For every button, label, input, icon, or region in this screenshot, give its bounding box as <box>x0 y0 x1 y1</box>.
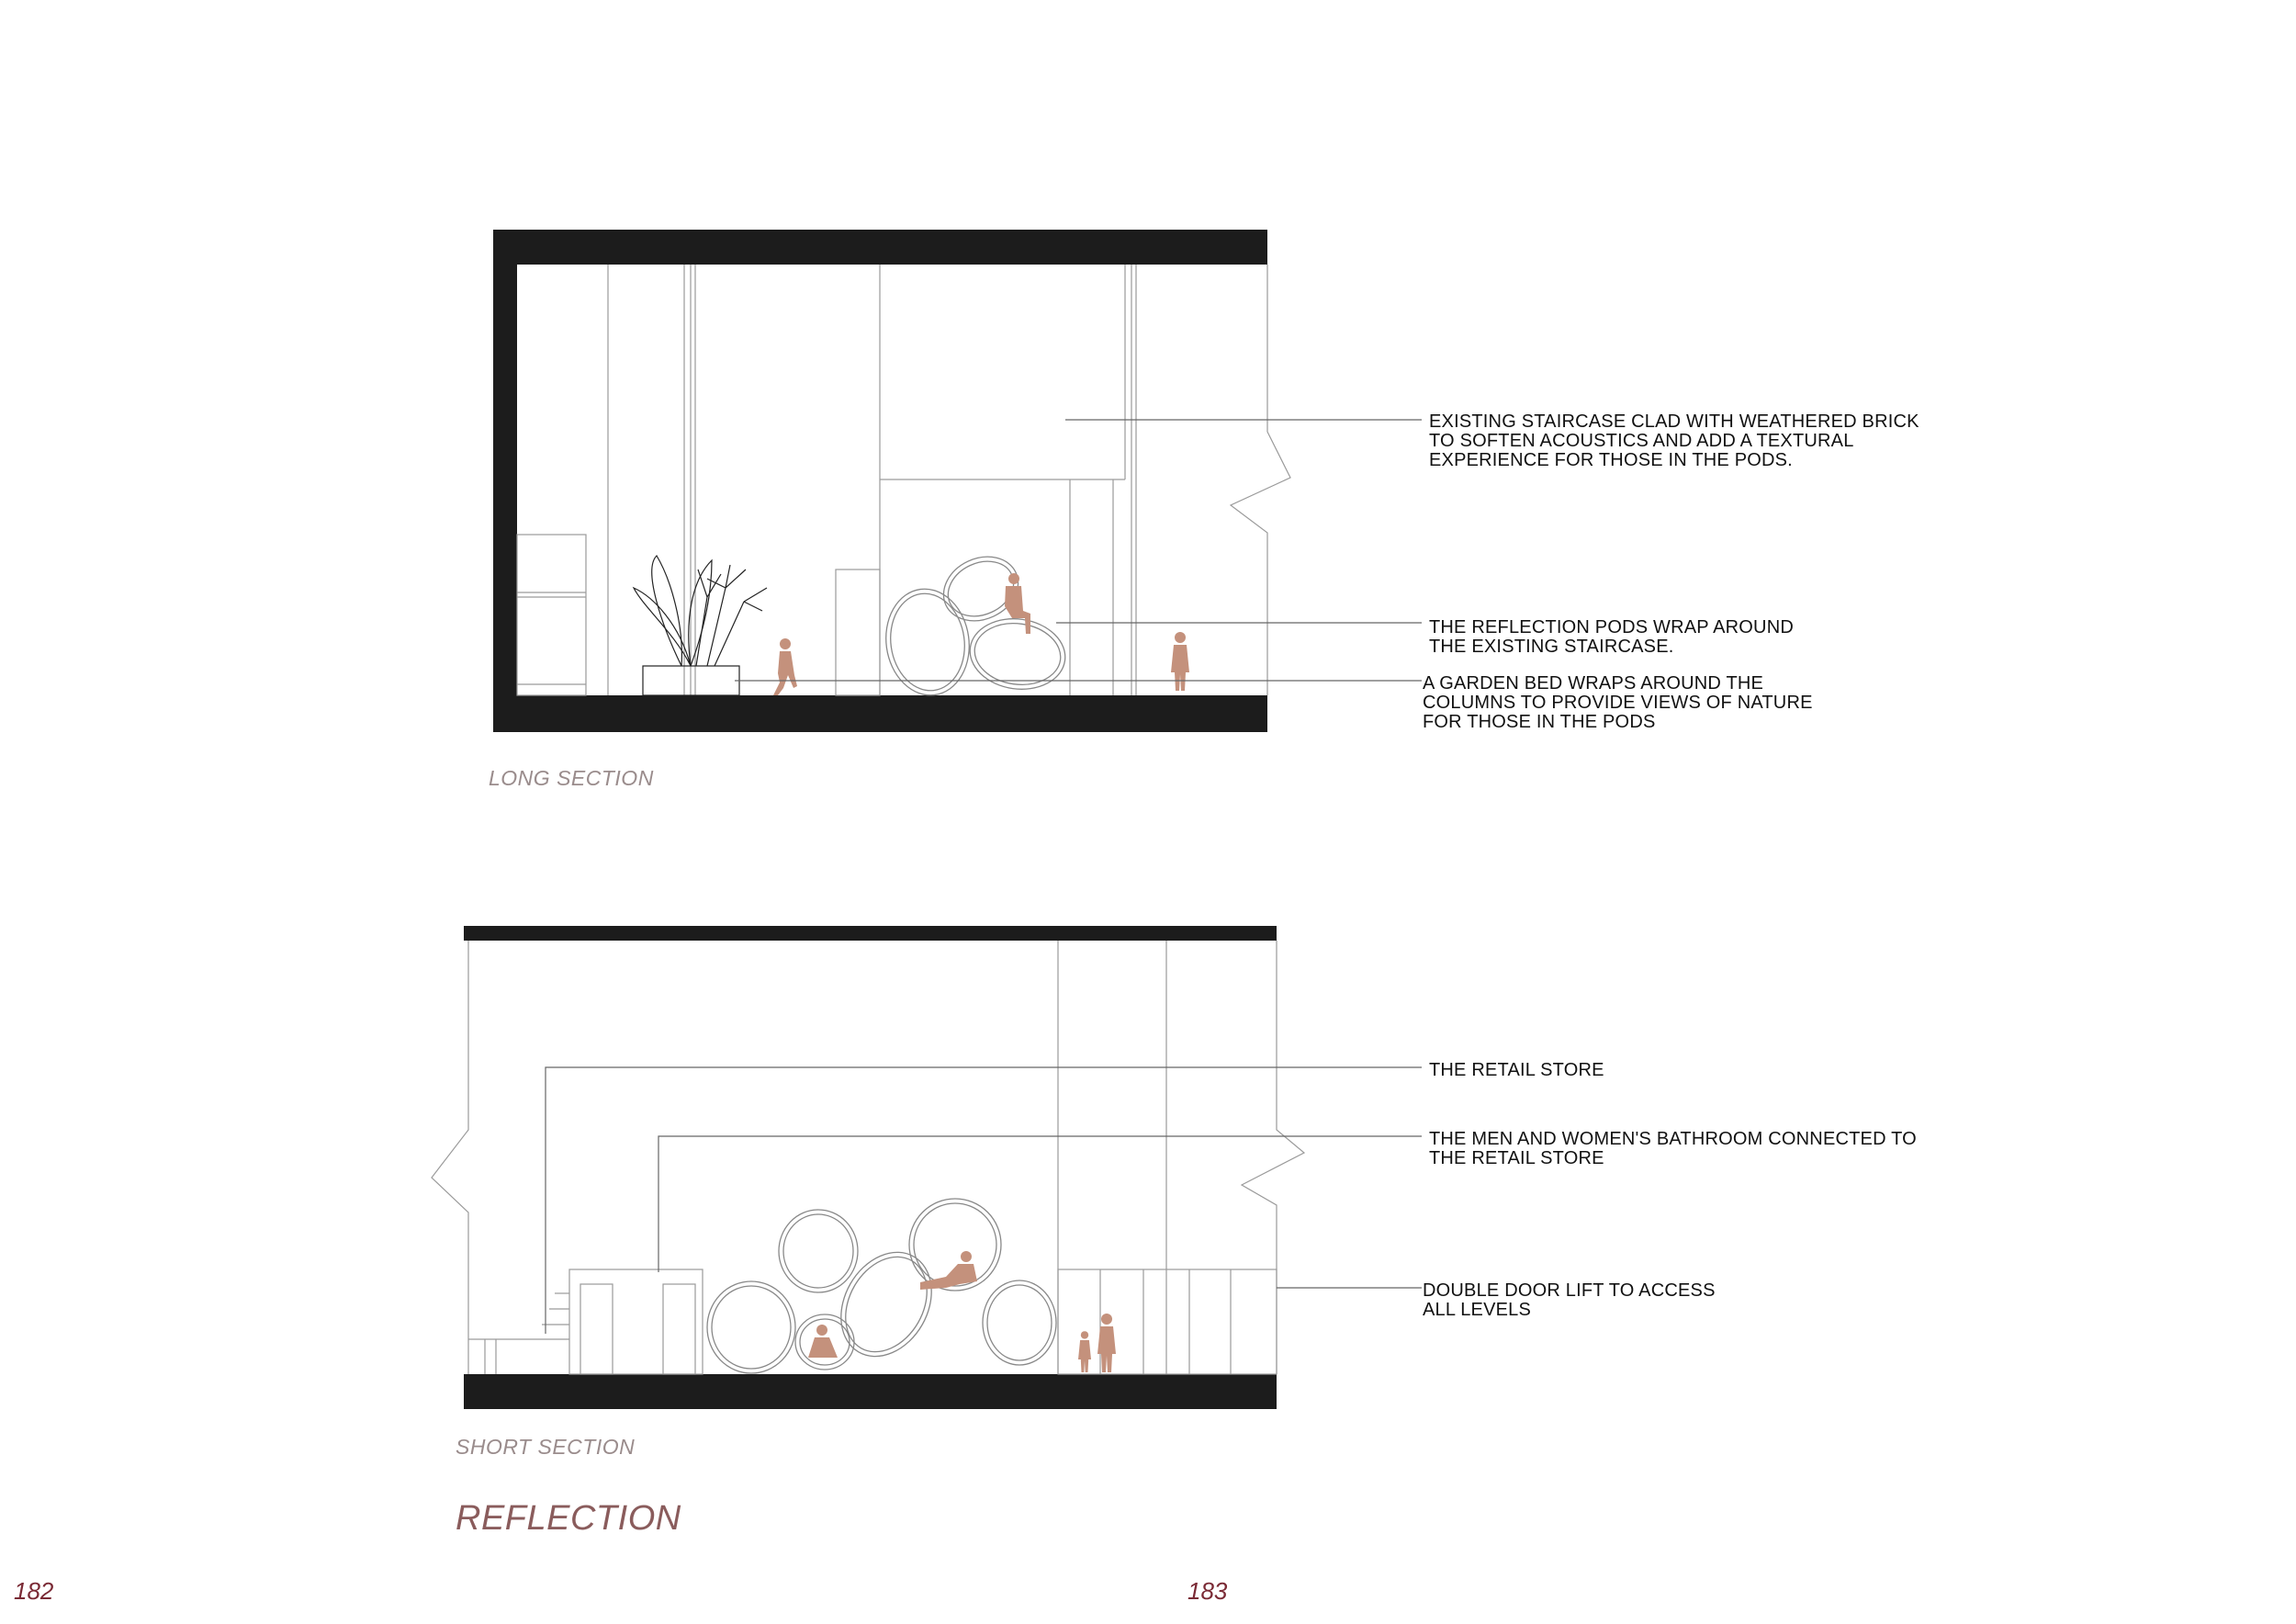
leader-lines <box>546 1067 1422 1334</box>
page-number-right: 183 <box>1187 1577 1228 1605</box>
garden-bed-note: A GARDEN BED WRAPS AROUND THE COLUMNS TO PROVIDE VIEWS OF NATURE FOR THOSE IN THE PODS <box>1423 673 1813 732</box>
floor-slab <box>493 695 1267 732</box>
reflection-pods-note: THE REFLECTION PODS WRAP AROUND THE EXISTING STAIRCASE. <box>1429 617 1794 657</box>
roof-slab <box>464 926 1277 941</box>
side-wall <box>493 230 517 732</box>
floor-slab <box>464 1374 1277 1409</box>
garden-bed <box>634 556 767 695</box>
staircase-cladding-note: EXISTING STAIRCASE CLAD WITH WEATHERED BRICK TO SOFTEN ACOUSTICS AND ADD A TEXTURAL EXPERIENCE FOR THOSE IN THE PODS. <box>1429 412 1919 470</box>
leader-lines <box>735 420 1422 681</box>
reflection-pods <box>707 1199 1056 1373</box>
bathroom-note: THE MEN AND WOMEN'S BATHROOM CONNECTED TO THE RETAIL STORE <box>1429 1129 1917 1168</box>
reflection-pods <box>879 545 1069 700</box>
page-number-left: 182 <box>14 1577 54 1605</box>
roof-slab <box>493 230 1267 265</box>
project-title: REFLECTION <box>456 1499 681 1538</box>
lift-note: DOUBLE DOOR LIFT TO ACCESS ALL LEVELS <box>1423 1280 1716 1320</box>
retail-store-note: THE RETAIL STORE <box>1429 1060 1604 1080</box>
short-section-caption: SHORT SECTION <box>456 1435 636 1459</box>
long-section-caption: LONG SECTION <box>489 766 654 790</box>
bathroom-unit <box>569 1269 703 1374</box>
short-section-drawing <box>432 926 1422 1409</box>
long-section-drawing <box>493 230 1422 732</box>
